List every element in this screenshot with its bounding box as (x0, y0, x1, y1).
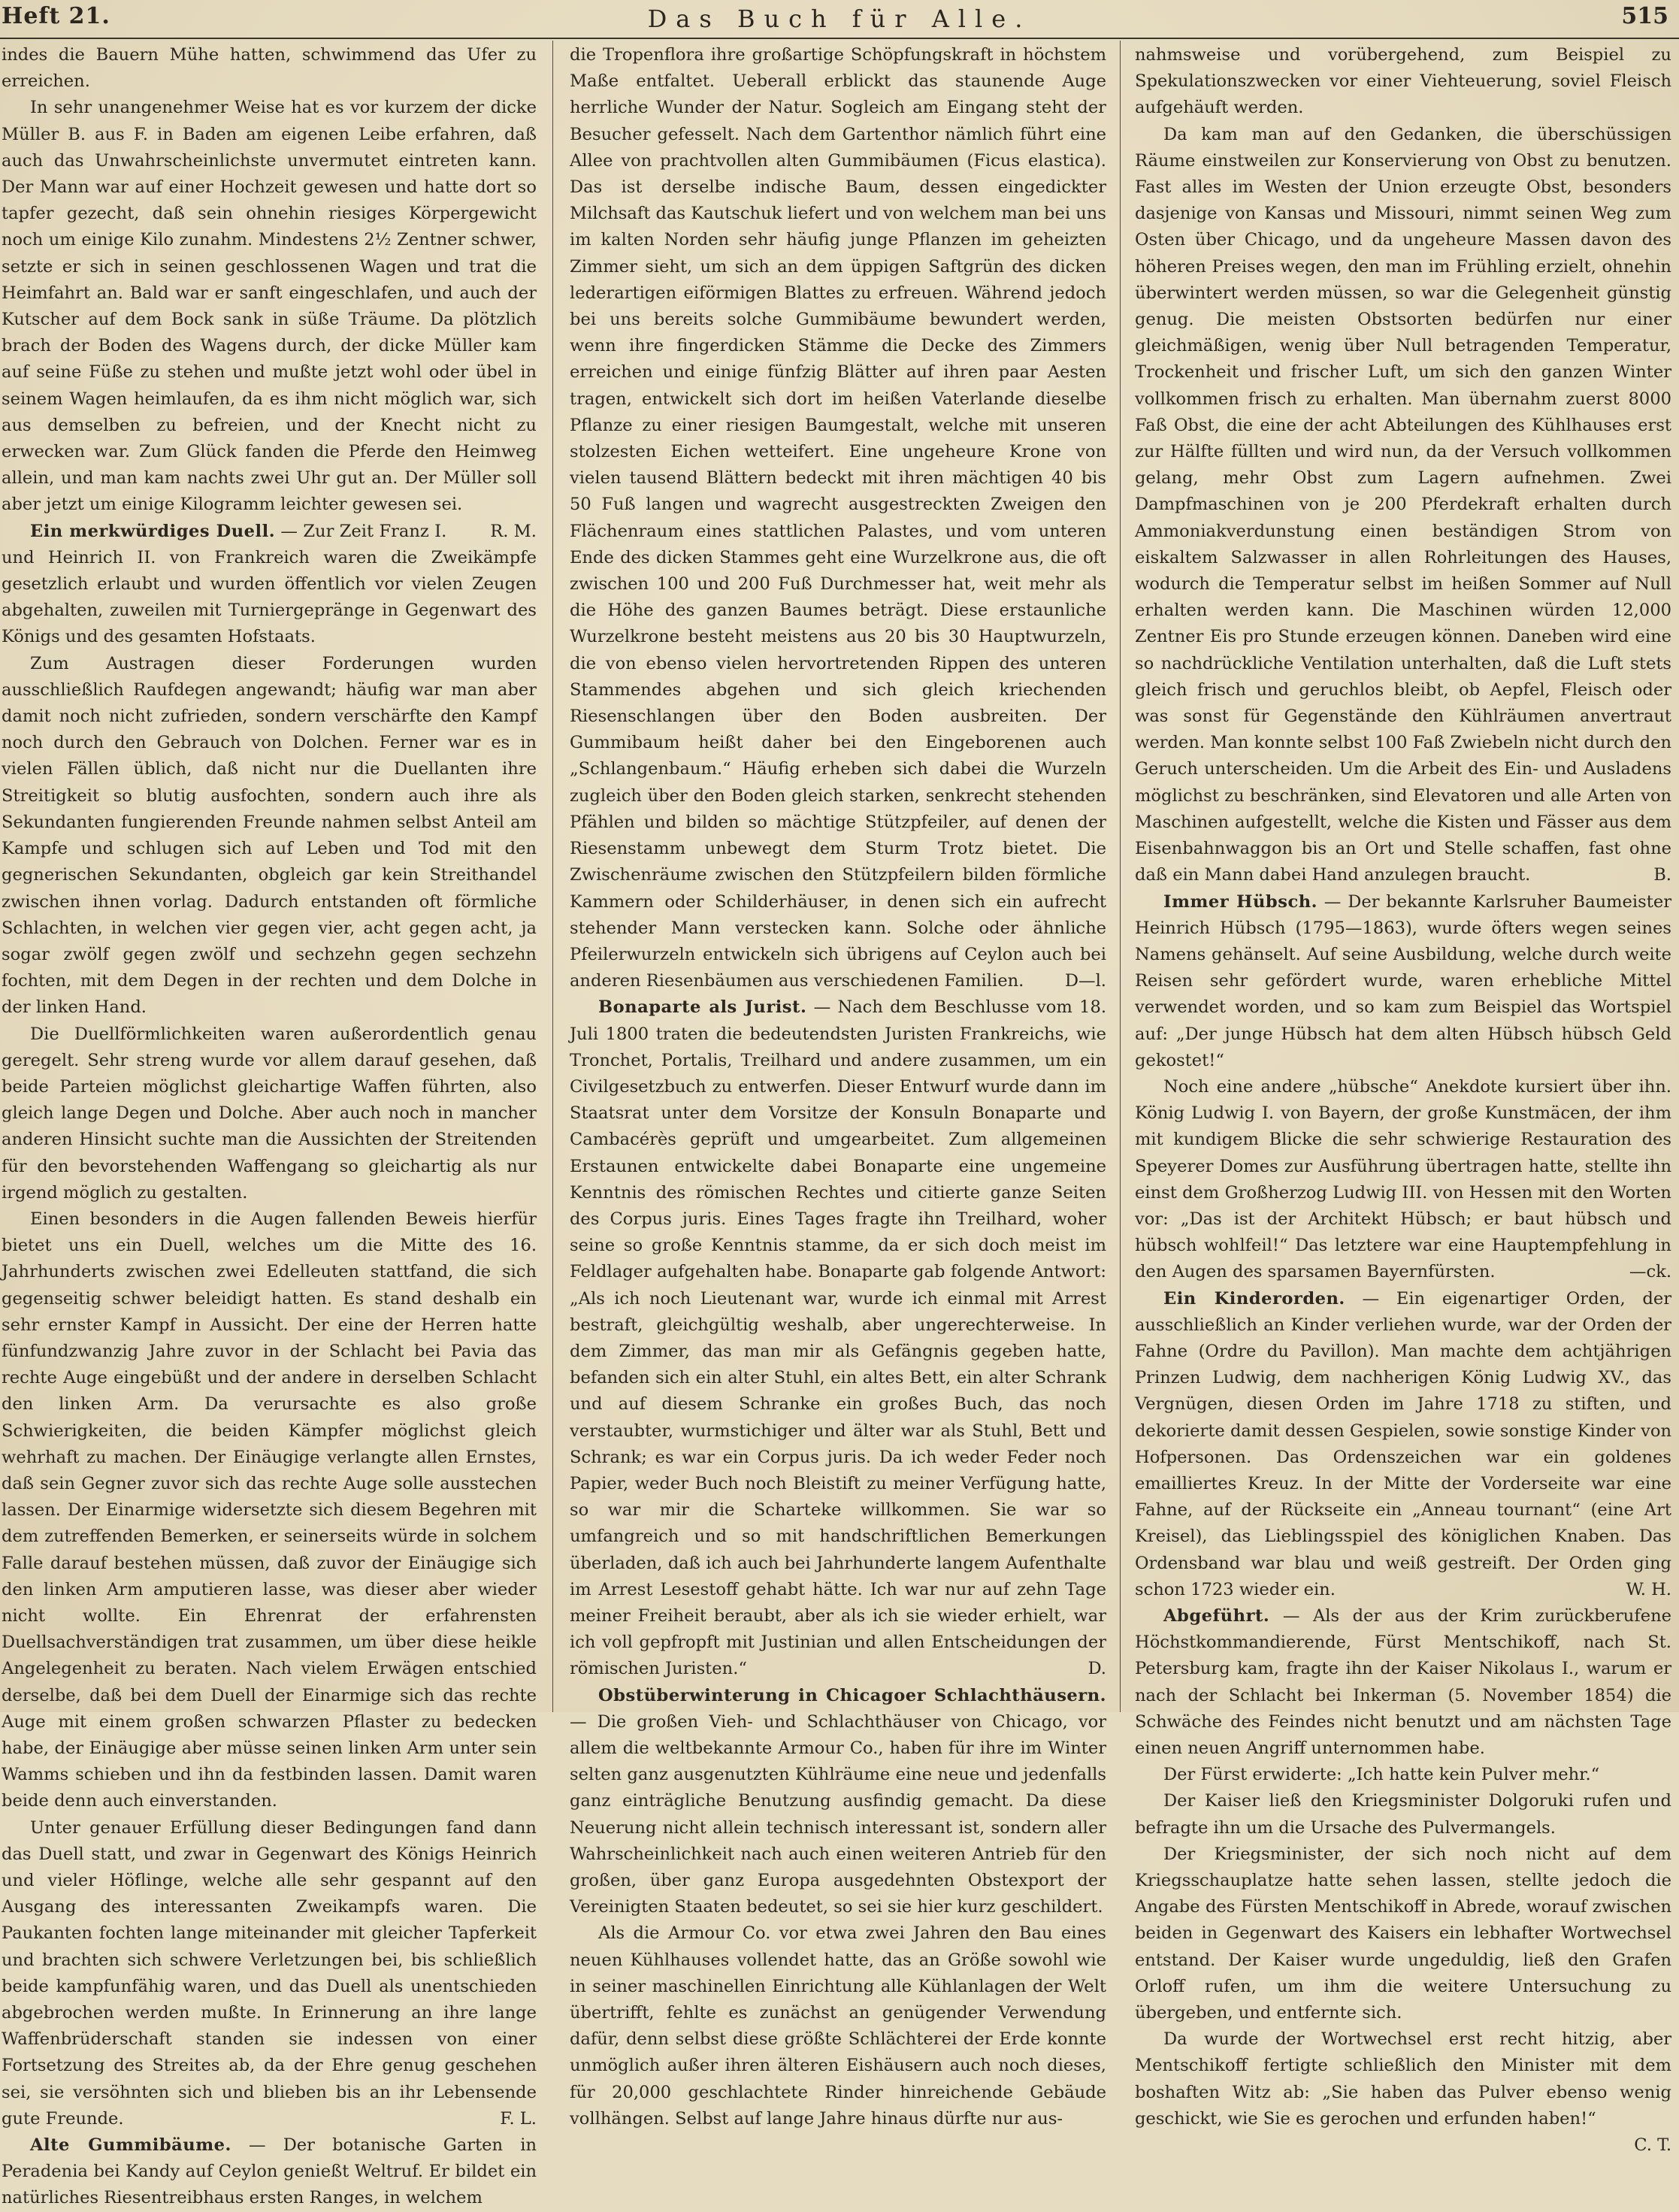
paragraph-text: — Der botanische Garten in Peradenia bei Kandy auf Ceylon genießt Weltruf. Er bildet ein natürliches Riesentreibhaus ersten Ranges, in welchem (2, 2135, 537, 2208)
paragraph-text: — Zur Zeit Franz I. und Heinrich II. von Frankreich waren die Zweikämpfe gesetzlich erlaubt und wurden öffentlich vor vielen Zeugen abgehalten, zuweilen mit Turniergepränge in Gegenwart des Königs und des gesamten Hofstaats. (2, 521, 537, 647)
paragraph-text: nahmsweise und vorübergehend, zum Beispiel zu Spekulationszwecken vor einer Viehteuerung, soviel Fleisch aufgehäuft werden. (1135, 45, 1671, 118)
paragraph-text: Der Kriegsminister, der sich noch nicht auf dem Kriegsschauplatze hatte sehen lassen, stellte jedoch die Angabe des Fürsten Mentschikoff in Abrede, worauf zwischen beiden in Gegenwart des Kaisers ein lebhafter Wortwechsel entstand. Der Kaiser wurde ungeduldig, ließ den Grafen Orloff rufen, um ihm die weitere Untersuchung zu übergeben, und entfernte sich. (1135, 1844, 1671, 2023)
paragraph-text: die Tropenflora ihre großartige Schöpfungskraft in höchstem Maße entfaltet. Ueberall erblickt das staunende Auge herrliche Wunder der Natur. Sogleich am Eingang steht der Besucher gefesselt. Nach dem Gartenthor nämlich führt eine Allee von prachtvollen alten Gummibäumen (Ficus elastica). Das ist derselbe indische Baum, dessen eingedickter Milchsaft das Kautschuk liefert und von welchem man bei uns im kalten Norden sehr häufig junge Pflanzen im geheizten Zimmer sieht, um sich an dem üppigen Saftgrün des dicken lederartigen eiförmigen Blattes zu erfreuen. Während jedoch bei uns bereits solche Gummibäume bewundert werden, wenn ihre fingerdicken Stämme die Decke des Zimmers erreichen und einige fünfzig Blätter auf ihren paar Aesten tragen, entwickelt sich dort im heißen Vaterlande dieselbe Pflanze zu einer riesigen Baumgestalt, welche mit unseren stolzesten Eichen wetteifert. Eine ungeheure Krone von vielen tausend Blättern bedeckt mit ihren mächtigen 40 bis 50 Fuß langen und wagrecht ausgestreckten Zweigen den Flächenraum eines stattlichen Palastes, und vom unteren Ende des dicken Stammes geht eine Wurzelkrone aus, die oft zwischen 100 und 200 Fuß Durchmesser hat, weit mehr als die Höhe des ganzen Baumes beträgt. Diese erstaunliche Wurzelkrone besteht meistens aus 20 bis 30 Hauptwurzeln, die von ebenso vielen hervortretenden Rippen des unteren Stammendes abgehen und sich gleich kriechenden Riesenschlangen über den Boden ausbreiten. Der Gummibaum heißt daher bei den Eingeborenen auch „Schlangenbaum.“ Häufig erheben sich dabei die Wurzeln zugleich über den Boden gleich starken, senkrecht stehenden Pfählen und bilden so mächtige Stützpfeiler, auf denen der Riesenstamm unbewegt dem Sturm Trotz bietet. Die Zwischenräume zwischen den Stützpfeilern bilden förmliche Kammern oder Schilderhäuser, in denen sich ein aufrecht stehender Mann verstecken kann. Solche oder ähnliche Pfeilerwurzeln entwickeln sich übrigens auf Ceylon auch bei anderen Riesenbäumen aus verschiedenen Familien. (570, 45, 1106, 991)
article-paragraph (1135, 1603, 1671, 1762)
author-signature: B. (1653, 865, 1671, 885)
author-signature: W. H. (1626, 1579, 1671, 1599)
article-paragraph (570, 1683, 1106, 1921)
paragraph-text: Der Kaiser ließ den Kriegsminister Dolgoruki rufen und befragte ihn um die Ursache des Pulvermangels. (1135, 1791, 1671, 1838)
paragraph-text: — Ein eigenartiger Orden, der ausschließlich an Kinder verliehen wurde, war der Orden der Fahne (Ordre du Pavillon). Man machte dem achtjährigen Prinzen Ludwig, dem nachherigen König Ludwig XV., das Vergnügen, diesen Orden im Jahre 1718 zu stiften, und dekorierte damit dessen Gespielen, sowie sonstige Kinder von Hofpersonen. Das Ordenszeichen war ein goldenes emailliertes Kreuz. In der Mitte der Vorderseite war eine Fahne, auf der Rückseite ein „Anneau tournant“ (eine Art Kreisel), das Lieblingsspiel des königlichen Knaben. Das Ordensband war blau und weiß gestreift. Der Orden ging schon 1723 wieder ein. (1135, 1288, 1671, 1599)
paragraph-text: Die Duellförmlichkeiten waren außerordentlich genau geregelt. Sehr streng wurde vor allem darauf gesehen, daß beide Parteien möglichst gleichartige Waffen führten, also gleich lange Degen und Dolche. Aber auch noch in mancher anderen Hinsicht suchte man die Aussichten der Streitenden für den bevorstehenden Waffengang so gleichartig als nur irgend möglich zu gestalten. (2, 1024, 537, 1203)
paragraph-text: Da wurde der Wortwechsel erst recht hitzig, aber Mentschikoff fertigte schließlich den Minister mit dem boshaften Witz ab: „Sie haben das Pulver ebenso wenig geschickt, wie Sie es gerochen und erfunden haben!“ (1135, 2029, 1671, 2129)
header-rule (0, 38, 1679, 39)
paragraph-text: indes die Bauern Mühe hatten, schwimmend das Ufer zu erreichen. (2, 45, 537, 92)
author-signature: R. M. (490, 521, 537, 541)
column-divider (1120, 41, 1121, 1712)
article-paragraph (1135, 1841, 1671, 2026)
article-paragraph (1135, 2026, 1671, 2156)
issue-number: Heft 21. (2, 3, 110, 29)
article-paragraph (570, 1920, 1106, 2132)
author-signature: C. T. (1634, 2135, 1671, 2156)
article-paragraph (570, 42, 1106, 994)
paragraph-text: — Der bekannte Karlsruher Baumeister Heinrich Hübsch (1795—1863), wurde öfters wegen seines Namens gehänselt. Auf seine Ausbildung, welche durch weite Reisen sehr gefördert wurde, waren erhebliche Mittel verwendet worden, und so kam zum Beispiel das Wortspiel auf: „Der junge Hübsch hat dem alten Hübsch hübsch Geld gekostet!“ (1135, 891, 1671, 1070)
column-divider (552, 41, 553, 1712)
paragraph-text: Noch eine andere „hübsche“ Anekdote kursiert über ihn. König Ludwig I. von Bayern, der große Kunstmäcen, der ihm mit kundigem Blicke die sehr schwierige Restauration des Speyerer Domes zur Ausführung übertragen hatte, stellte ihn einst dem Großherzog Ludwig III. von Hessen mit den Worten vor: „Das ist der Architekt Hübsch; er baut hübsch und hübsch wohlfeil!“ Das letztere war eine Hauptempfehlung in den Augen des sparsamen Bayernfürsten. (1135, 1076, 1671, 1282)
paragraph-text: — Die großen Vieh- und Schlachthäuser von Chicago, vor allem die weltbekannte Armour Co., haben für ihre im Winter selten ganz ausgenutzten Kühlräume eine neue und jedenfalls ganz einträgliche Benutzung ausfindig gemacht. Da diese Neuerung nicht allein technisch interessant ist, sondern aller Wahrscheinlichkeit nach auch einen weiteren Antrieb für den großen, über ganz Europa ausgedehnten Obstexport der Vereinigten Staaten bedeutet, so sei sie hier kurz geschildert. (570, 1711, 1106, 1917)
article-paragraph (1135, 1762, 1671, 1788)
paragraph-text: — Als der aus der Krim zurückberufene Höchstkommandierende, Fürst Mentschikoff, nach St. Petersburg kam, fragte ihn der Kaiser Nikolaus I., warum er nach der Schlacht bei Inkerman (5. November 1854) die Schwäche des Feindes nicht benutzt und am nächsten Tage einen neuen Angriff unternommen habe. (1135, 1605, 1671, 1758)
paragraph-text: Zum Austragen dieser Forderungen wurden ausschließlich Raufdegen angewandt; häufig war man aber damit noch nicht zufrieden, sondern verschärfte den Kampf noch durch den Gebrauch von Dolchen. Ferner war es in vielen Fällen üblich, daß nicht nur die Duellanten ihre Streitigkeit so blutig ausfochten, sondern auch ihre als Sekundanten fungierenden Freunde nahmen selbst Anteil am Kampfe und schlugen sich auf Leben und Tod mit den gegnerischen Sekundanten, obgleich gar kein Streithandel zwischen ihnen vorlag. Dadurch entstanden oft förmliche Schlachten, in welchen vier gegen vier, acht gegen acht, ja sogar zwölf gegen zwölf und sechzehn gegen sechzehn fochten, mit dem Degen in der rechten und dem Dolche in der linken Hand. (2, 653, 537, 1018)
text-column-1 (2, 42, 537, 2208)
article-paragraph (1135, 889, 1671, 1074)
paragraph-text: Unter genauer Erfüllung dieser Bedingungen fand dann das Duell statt, und zwar in Gegenwart des Königs Heinrich und vieler Höflinge, welche alle sehr gespannt auf den Ausgang des interessanten Zweikampfs waren. Die Paukanten fochten lange miteinander mit gleicher Tapferkeit und brachten sich schwere Verletzungen bei, bis schließlich beide kampfunfähig waren, und das Duell als unentschieden abgebrochen werden mußte. In Erinnerung an ihre lange Waffenbrüderschaft standen sie indessen von einer Fortsetzung des Streites ab, da der Ehre genug geschehen sei, sie versöhnten sich und blieben bis an ihr Lebensende gute Freunde. (2, 1817, 537, 2129)
paragraph-text: Als die Armour Co. vor etwa zwei Jahren den Bau eines neuen Kühlhauses vollendet hatte, das an Größe sowohl wie in seiner maschinellen Einrichtung alle Kühlanlagen der Welt übertrifft, fehlte es zunächst an genügender Verwendung dafür, denn selbst diese größte Schlächterei der Erde konnte unmöglich außer ihren älteren Eishäusern auch noch dieses, für 20,000 geschlachtete Rinder hinreichende Gebäude vollhängen. Selbst auf lange Jahre hinaus dürfte nur aus- (570, 1923, 1106, 2129)
article-paragraph (1135, 122, 1671, 889)
article-paragraph (2, 1021, 537, 1206)
paragraph-text: Einen besonders in die Augen fallenden Beweis hierfür bietet uns ein Duell, welches um die Mitte des 16. Jahrhunderts zwischen zwei Edelleuten stattfand, die sich gegenseitig schwer beleidigt hatten. Es stand deshalb ein sehr ernster Kampf in Aussicht. Der eine der Herren hatte fünfundzwanzig Jahre zuvor in der Schlacht bei Pavia das rechte Auge eingebüßt und der andere in derselben Schlacht den linken Arm. Da verursachte es also große Schwierigkeiten, die beiden Kämpfer möglichst gleich wehrhaft zu machen. Der Einäugige verlangte allen Ernstes, daß sein Gegner zuvor sich das rechte Auge solle ausstechen lassen. Der Einarmige widersetzte sich diesem Begehren mit dem zutreffenden Bemerken, er seinerseits würde in solchem Falle darauf bestehen müssen, daß zuvor der Einäugige sich den linken Arm amputieren lasse, was dieser aber wieder nicht wollte. Ein Ehrenrat der erfahrensten Duellsachverständigen trat zusammen, um über diese heikle Angelegenheit zu beraten. Nach vielem Erwägen entschied derselbe, daß bei dem Duell der Einarmige sich das rechte Auge mit einem großen schwarzen Pflaster zu bedecken habe, der Einäugige aber müsse seinen linken Arm unter sein Wamms schieben und ihn da festbinden lassen. Damit waren beide denn auch einverstanden. (2, 1209, 537, 1811)
author-signature: F. L. (500, 2108, 537, 2129)
article-heading: Immer Hübsch. (1163, 891, 1317, 912)
paragraph-text: Der Fürst erwiderte: „Ich hatte kein Pulver mehr.“ (1163, 1765, 1600, 1785)
article-heading: Bonaparte als Jurist. (598, 997, 807, 1018)
author-signature: D—l. (1064, 971, 1106, 991)
article-paragraph (1135, 42, 1671, 122)
article-paragraph (2, 2132, 537, 2212)
article-heading: Abgeführt. (1163, 1605, 1270, 1626)
paragraph-text: — Nach dem Beschlusse vom 18. Juli 1800 traten die bedeutendsten Juristen Frankreichs, wie Tronchet, Portalis, Treilhard und andere zusammen, um ein Civilgesetzbuch zu entwerfen. Dieser Entwurf wurde dann im Staatsrat unter dem Vorsitze der Konsuln Bonaparte und Cambacérès geprüft und umgearbeitet. Zum allgemeinen Erstaunen entwickelte dabei Bonaparte eine ungemeine Kenntnis des römischen Rechtes und citierte ganze Seiten des Corpus juris. Eines Tages fragte ihn Treilhard, woher seine so große Kenntnis stamme, da er sich doch meist im Feldlager aufgehalten habe. Bonaparte gab folgende Antwort: „Als ich noch Lieutenant war, wurde ich einmal mit Arrest bestraft, gleichgültig weshalb, aber ungerechterweise. In dem Zimmer, das man mir als Gefängnis gegeben hatte, befanden sich ein alter Stuhl, ein altes Bett, ein alter Schrank und auf diesem Schranke ein großes Buch, das noch verstaubter, wurmstichiger und älter war als Stuhl, Bett und Schrank; es war ein Corpus juris. Da ich weder Feder noch Papier, weder Buch noch Bleistift zu meiner Verfügung hatte, so war mir die Scharteke willkommen. Sie war so umfangreich und so mit handschriftlichen Bemerkungen überladen, daß ich auch bei Jahrhunderte langem Aufenthalte im Arrest Lesestoff gehabt hätte. Ich war nur auf zehn Tage meiner Freiheit beraubt, aber als ich sie wieder erhielt, war ich voll gepfropft mit Justinian und allen Entscheidungen der römischen Juristen.“ (570, 997, 1107, 1679)
article-paragraph (2, 651, 537, 1021)
article-paragraph (1135, 1286, 1671, 1603)
article-paragraph (1135, 1074, 1671, 1286)
page-number: 515 (1621, 3, 1668, 29)
paragraph-text: Da kam man auf den Gedanken, die überschüssigen Räume einstweilen zur Konservierung von Obst zu benutzen. Fast alles im Westen der Union erzeugte Obst, besonders dasjenige von Kansas und Missouri, nimmt seinen Weg zum Osten über Chicago, und da ungeheure Massen davon des höheren Preises wegen, den man im Frühling erzielt, ohnehin überwintert werden müssen, so war die Gelegenheit günstig genug. Die meisten Obstsorten bedürfen nur einer gleichmäßigen, wenig über Null betragenden Temperatur, Trockenheit und frischer Luft, um sich den ganzen Winter vollkommen frisch zu erhalten. Man übernahm zuerst 8000 Faß Obst, die eine der acht Abteilungen des Kühlhauses erst zur Hälfte füllten und wird nun, da der Versuch vollkommen gelang, mehr Obst zum Lagern aufnehmen. Zwei Dampfmaschinen von je 200 Pferdekraft erhalten durch Ammoniakverdunstung einen beständigen Strom von eiskaltem Salzwasser in allen Rohrleitungen des Hauses, wodurch die Temperatur selbst im heißen Sommer auf Null erhalten werden kann. Die Maschinen würden 12,000 Zentner Eis pro Stunde erzeugen können. Daneben wird eine so nachdrückliche Ventilation unterhalten, daß die Luft stets gleich frisch und geruchlos bleibt, ob Aepfel, Fleisch oder was sonst für Gegenstände den Kühlräumen anvertraut werden. Man konnte selbst 100 Faß Zwiebeln nicht durch den Geruch unterscheiden. Um die Arbeit des Ein- und Ausladens möglichst zu beschränken, sind Elevatoren und alle Arten von Maschinen aufgestellt, welche die Kisten und Fässer aus dem Eisenbahnwaggon bis an Ort und Stelle schaffen, fast ohne daß ein Mann dabei Hand anzulegen braucht. (1135, 124, 1671, 885)
article-paragraph (2, 1815, 537, 2132)
article-heading: Obstüberwinterung in Chicagoer Schlachthäusern. (598, 1685, 1106, 1705)
article-heading: Ein merkwürdiges Duell. (30, 521, 276, 541)
text-column-3 (1135, 42, 1671, 2156)
text-column-2 (570, 42, 1107, 2129)
article-heading: Ein Kinderorden. (1163, 1288, 1345, 1309)
article-paragraph (1135, 1788, 1671, 1841)
article-paragraph (570, 994, 1106, 1682)
article-heading: Alte Gummibäume. (30, 2135, 231, 2156)
paragraph-text: In sehr unangenehmer Weise hat es vor kurzem der dicke Müller B. aus F. in Baden am eigenen Leibe erfahren, daß auch das Unwahrscheinlichste unvermutet eintreten kann. Der Mann war auf einer Hochzeit gewesen und hatte dort so tapfer gezecht, daß sein ohnehin riesiges Körpergewicht noch um einige Kilo zunahm. Mindestens 2½ Zentner schwer, setzte er sich in seinen geschlossenen Wagen und trat die Heimfahrt an. Bald war er sanft eingeschlafen, und auch der Kutscher auf dem Bock sank in süße Träume. Da plötzlich brach der Boden des Wagens durch, der dicke Müller kam auf seine Füße zu stehen und mußte jetzt wohl oder übel in seinem Wagen heimlaufen, da es ihm nicht möglich war, sich aus demselben zu befreien, und der Knecht nicht zu erwecken war. Zum Glück fanden die Pferde den Heimweg allein, und man kam nachts zwei Uhr gut an. Der Müller soll aber jetzt um einige Kilogramm leichter gewesen sei. (2, 98, 537, 515)
author-signature: —ck. (1629, 1262, 1671, 1282)
article-paragraph (2, 1206, 537, 1815)
author-signature: D. (1088, 1659, 1106, 1679)
periodical-title: Das Buch für Alle. (647, 5, 1032, 33)
article-paragraph (2, 42, 537, 95)
